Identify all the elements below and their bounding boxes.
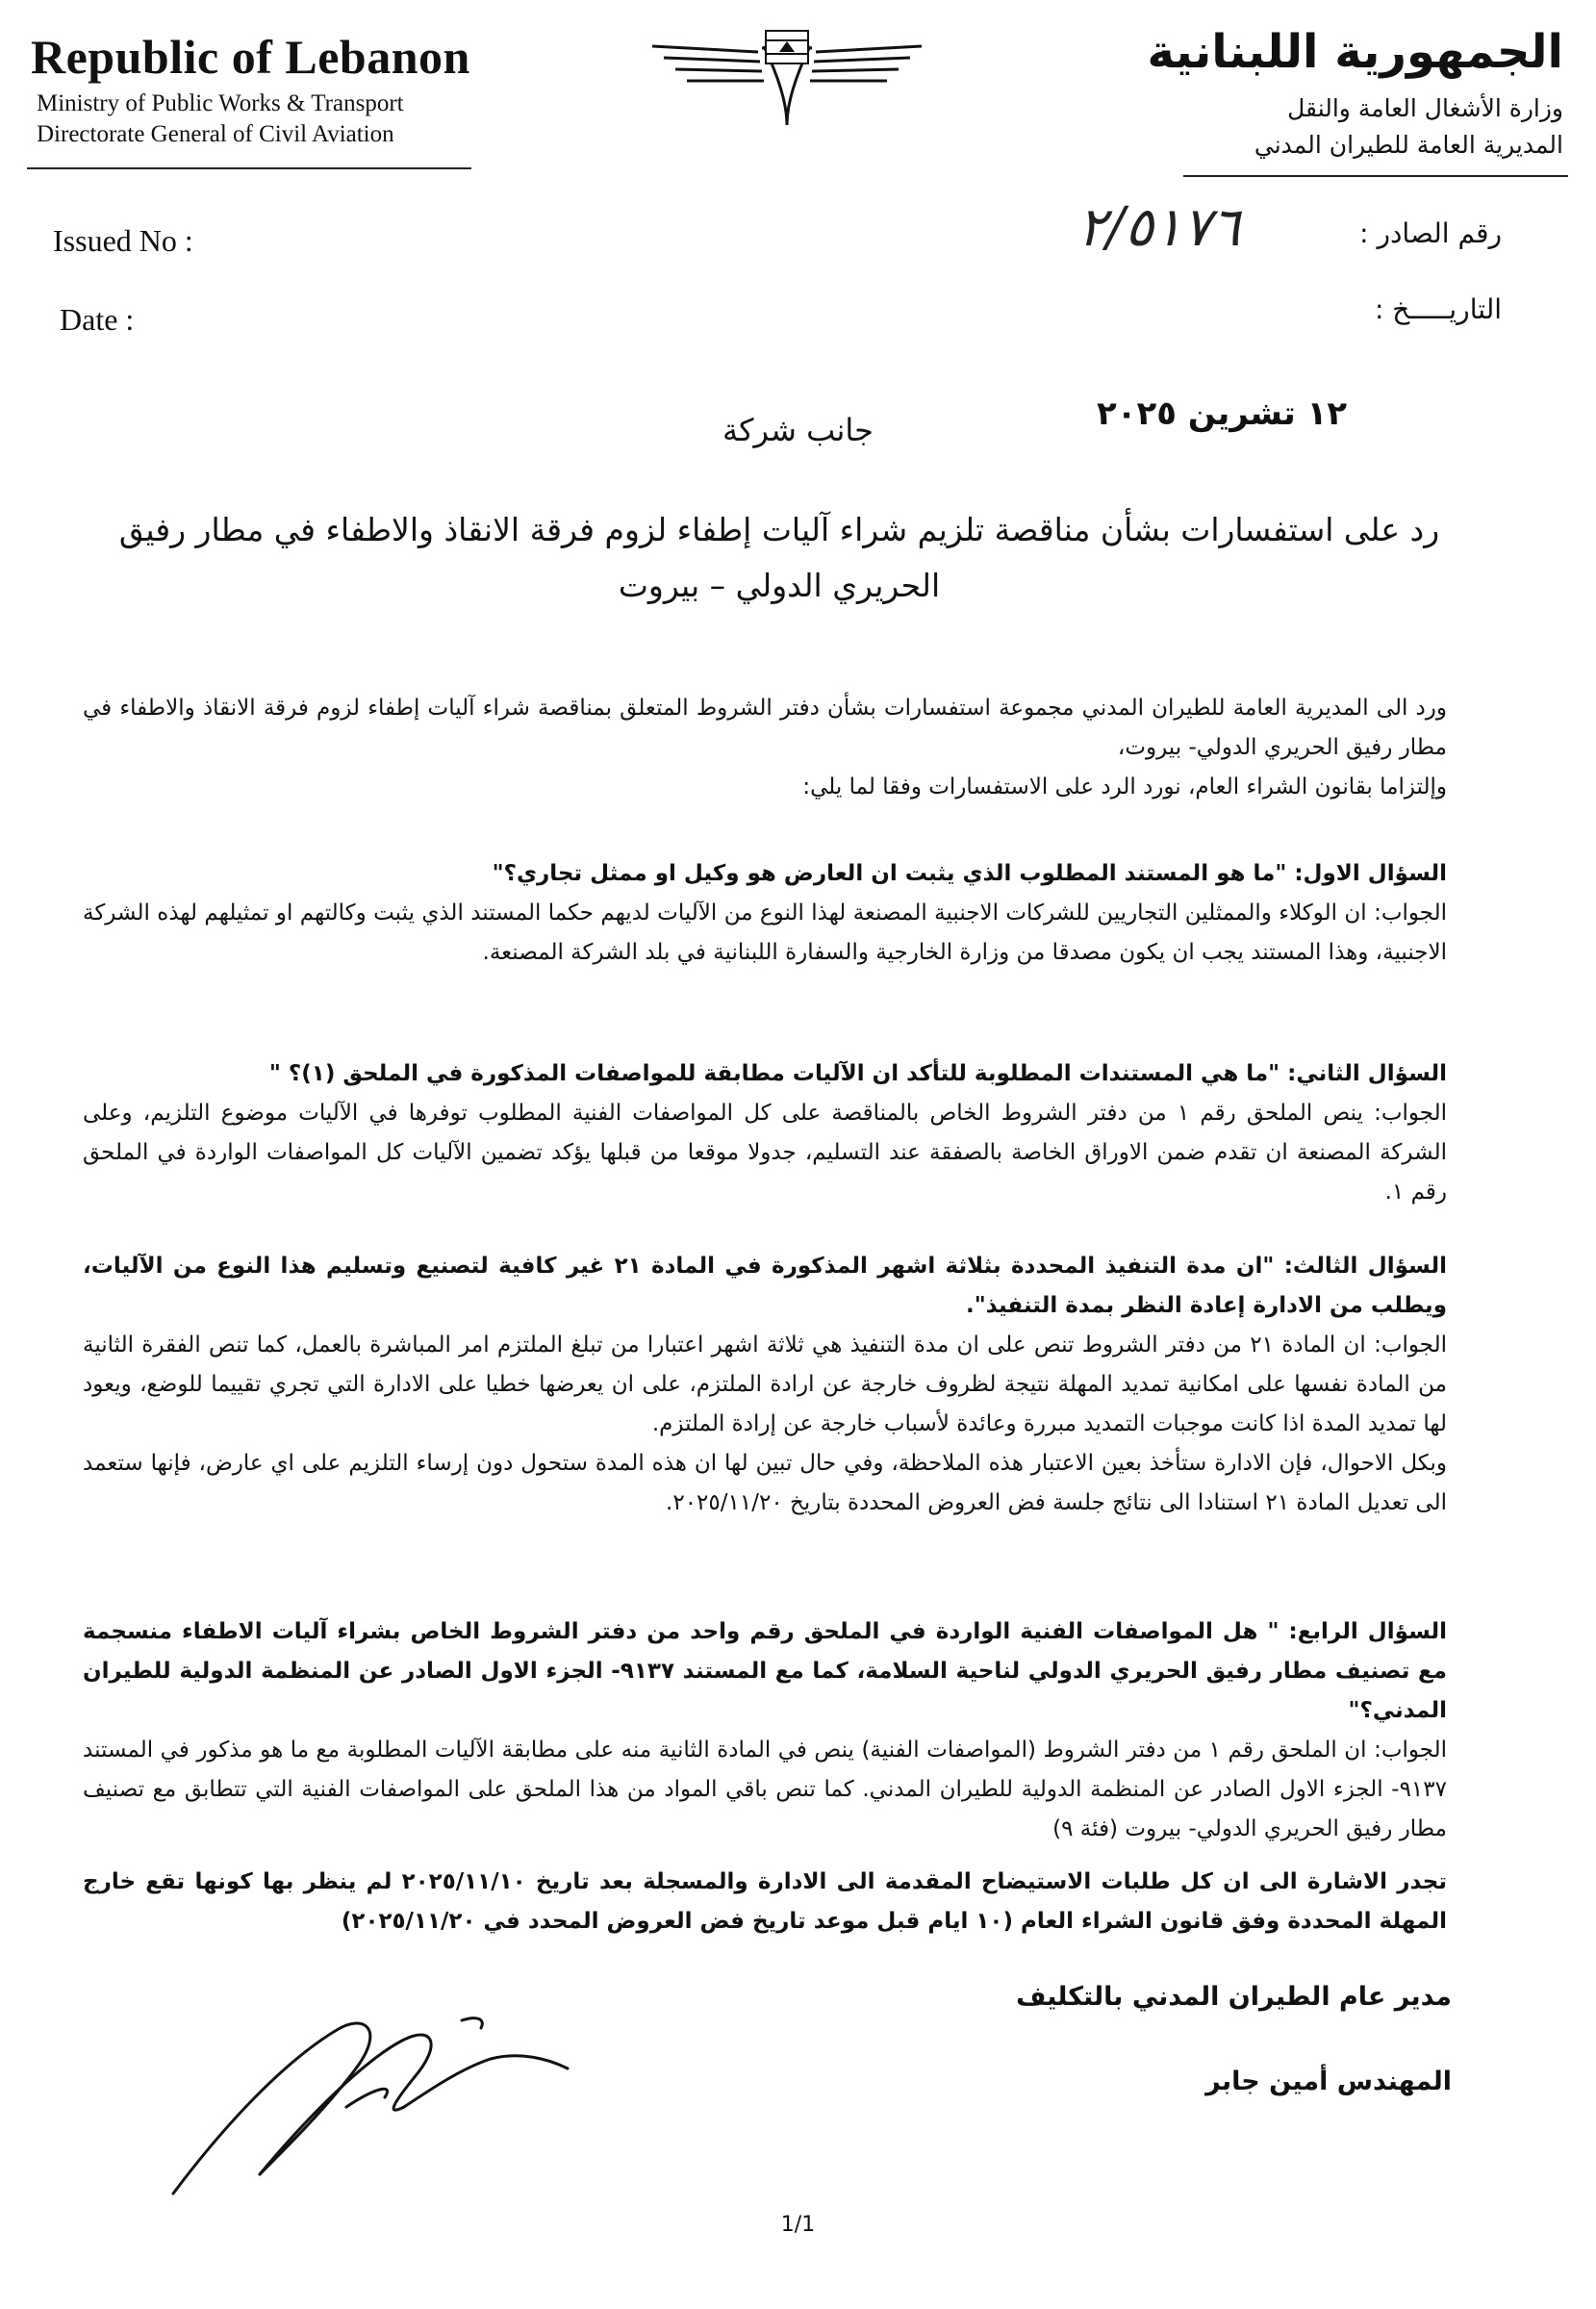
question-text: "ما هي المستندات المطلوبة للتأكد ان الآليات مطابقة للمواصفات المذكورة في الملحق (١)؟ " bbox=[268, 1061, 1280, 1086]
answer-paragraph: الجواب: ينص الملحق رقم ١ من دفتر الشروط الخاص بالمناقصة على كل المواصفات الفنية المطلوب توفرها في الآليات موضوع التلزيم، وعلى الشركة المصنعة ان تقدم ضمن الاوراق الخاصة بالصفقة عند التسليم، جدولا موقعا من قبلها يؤكد تضمين الآليات كل المواصفات الواردة في الملحق رقم ١. bbox=[83, 1101, 1447, 1205]
question-4-section bbox=[83, 1612, 1447, 1849]
question-2-section bbox=[83, 1054, 1447, 1212]
question-heading bbox=[83, 1247, 1447, 1326]
header-ar-title: الجمهورية اللبنانية bbox=[1147, 25, 1563, 79]
question-label: السؤال الثاني: bbox=[1287, 1061, 1447, 1086]
question-label: السؤال الرابع: bbox=[1288, 1619, 1447, 1644]
handwritten-signature-icon bbox=[144, 2001, 587, 2213]
civil-aviation-emblem-icon bbox=[643, 27, 931, 133]
handwritten-date: ١٢ تشرين ٢٠٢٥ bbox=[1097, 394, 1348, 433]
intro-section bbox=[83, 689, 1447, 807]
letter-subject: رد على استفسارات بشأن مناقصة تلزيم شراء آليات إطفاء لزوم فرقة الانقاذ والاطفاء في مطار رفيق الحريري الدولي – بيروت bbox=[118, 511, 1440, 604]
header-en-title: Republic of Lebanon bbox=[31, 30, 470, 84]
signatory-name: المهندس أمين جابر bbox=[1205, 2067, 1452, 2096]
note-paragraph: تجدر الاشارة الى ان كل طلبات الاستيضاح المقدمة الى الادارة والمسجلة بعد تاريخ ٢٠٢٥/١١/١٠ لم ينظر بها كونها تقع خارج المهلة المحددة وفق قانون الشراء العام (١٠ ايام قبل موعد تاريخ فض العروض المحدد في ٢٠٢٥/١١/٢٠) bbox=[83, 1869, 1447, 1934]
question-heading bbox=[83, 1054, 1447, 1094]
answer-paragraph: الجواب: ان الملحق رقم ١ من دفتر الشروط (المواصفات الفنية) ينص في المادة الثانية منه على مطابقة الآليات المطلوبة مع ما هو مذكور في المستند ٩١٣٧- الجزء الاول الصادر عن المنظمة الدولية للطيران المدني. كما تنص باقي المواد من هذا الملحق على المواصفات الفنية التي تتطابق مع تصنيف مطار رفيق الحريري الدولي- بيروت (فئة ٩) bbox=[83, 1738, 1447, 1841]
question-label: السؤال الاول: bbox=[1294, 861, 1447, 886]
header-divider-right bbox=[1183, 175, 1568, 177]
issued-number-label: Issued No : bbox=[53, 223, 193, 258]
answer-paragraph: وبكل الاحوال، فإن الادارة ستأخذ بعين الاعتبار هذه الملاحظة، وفي حال تبين لها ان هذه المدة ستحول دون إرساء التلزيم على اي عارض، فإنها ستعمد الى تعديل المادة ٢١ استنادا الى نتائج جلسة فض العروض المحددة بتاريخ ٢٠٢٥/١١/٢٠. bbox=[83, 1451, 1447, 1515]
question-1-section bbox=[83, 854, 1447, 973]
header-ar-directorate: المديرية العامة للطيران المدني bbox=[1254, 131, 1563, 159]
question-text: "ان مدة التنفيذ المحددة بثلاثة اشهر المذكورة في المادة ٢١ غير كافية لتصنيع وتسليم هذا النوع من الآليات، ويطلب من الادارة إعادة النظر بمدة التنفيذ". bbox=[83, 1254, 1447, 1318]
ar-issued-number-label: رقم الصادر : bbox=[1359, 217, 1502, 249]
question-text: " هل المواصفات الفنية الواردة في الملحق رقم واحد من دفتر الشروط الخاص بشراء آليات الاطفاء منسجمة مع تصنيف مطار رفيق الحريري الدولي لناحية السلامة، كما مع المستند ٩١٣٧- الجزء الاول الصادر عن المنظمة الدولية للطيران المدني؟" bbox=[83, 1619, 1447, 1723]
header-en-directorate: Directorate General of Civil Aviation bbox=[37, 121, 394, 147]
answer-paragraph: الجواب: ان الوكلاء والممثلين التجاريين للشركات الاجنبية المصنعة لهذا النوع من الآليات لديهم حكما المستند الذي يثبت وكالتهم او تمثيلهم لهذه الشركة الاجنبية، وهذا المستند يجب ان يكون مصدقا من وزارة الخارجية والسفارة اللبنانية في بلد الشركة المصنعة. bbox=[83, 901, 1447, 965]
intro-paragraph: وإلتزاما بقانون الشراء العام، نورد الرد على الاستفسارات وفقا لما يلي: bbox=[802, 774, 1447, 799]
recipient: جانب شركة bbox=[722, 412, 874, 448]
ar-date-label: التاريـــــخ : bbox=[1374, 293, 1502, 325]
handwritten-issued-number: ٢/٥١٧٦ bbox=[1077, 196, 1241, 259]
question-heading bbox=[83, 1612, 1447, 1731]
answer-paragraph: الجواب: ان المادة ٢١ من دفتر الشروط تنص على ان مدة التنفيذ هي ثلاثة اشهر اعتبارا من تبلغ الملتزم امر المباشرة بالعمل، كما تنص الفقرة الثانية من المادة نفسها على امكانية تمديد المهلة نتيجة لظروف خارجة عن ارادة الملتزم، على ان يعرضها خطيا على الادارة التي تجري تقييما للوضع، ويعود لها تمديد المدة اذا كانت موجبات التمديد مبررة وعائدة لأسباب خارجة عن إرادة الملتزم. bbox=[83, 1332, 1447, 1436]
header-en-ministry: Ministry of Public Works & Transport bbox=[37, 90, 404, 116]
question-3-section bbox=[83, 1247, 1447, 1523]
date-label: Date : bbox=[60, 302, 135, 337]
intro-paragraph: ورد الى المديرية العامة للطيران المدني مجموعة استفسارات بشأن دفتر الشروط المتعلق بمناقصة شراء آليات إطفاء لزوم فرقة الانقاذ والاطفاء في مطار رفيق الحريري الدولي- بيروت، bbox=[83, 696, 1447, 760]
header-divider-left bbox=[27, 167, 471, 169]
page-number: 1/1 bbox=[780, 2213, 816, 2237]
question-text: "ما هو المستند المطلوب الذي يثبت ان العارض هو وكيل او ممثل تجاري؟" bbox=[492, 861, 1287, 886]
question-heading bbox=[83, 854, 1447, 894]
header-ar-ministry: وزارة الأشغال العامة والنقل bbox=[1287, 94, 1563, 122]
signatory-title: مدير عام الطيران المدني بالتكليف bbox=[1016, 1982, 1452, 2012]
question-label: السؤال الثالث: bbox=[1283, 1254, 1447, 1279]
deadline-note bbox=[83, 1863, 1447, 1941]
